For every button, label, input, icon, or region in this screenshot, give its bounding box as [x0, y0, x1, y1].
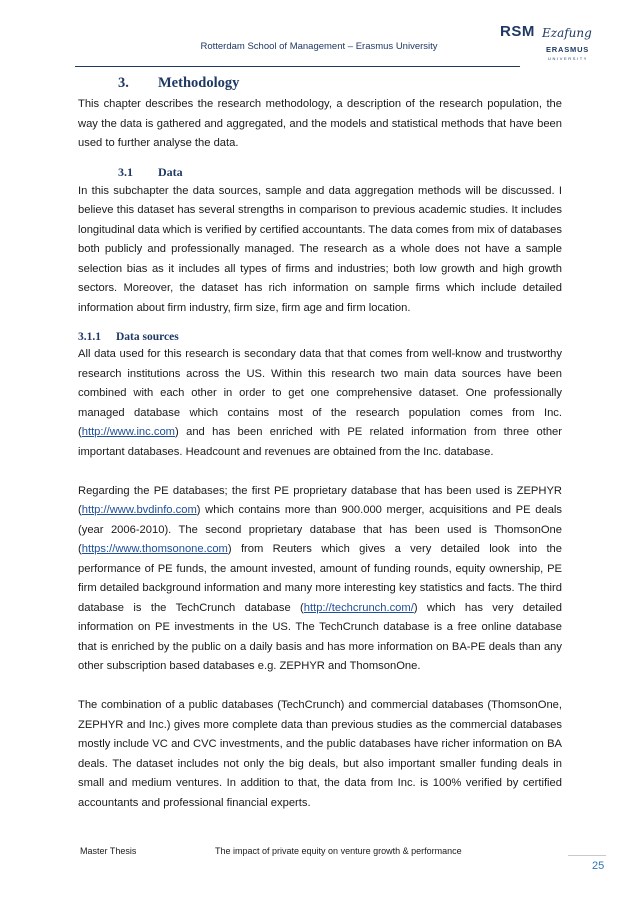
- text-run: ) and has been enriched with PE related information from three other important databases. Headcount and revenues are obtained from the Inc. database.: [78, 426, 562, 458]
- subsubsection-heading: [78, 330, 562, 345]
- section-title: Methodology: [158, 75, 240, 91]
- running-header-title: Rotterdam School of Management – Erasmus University: [200, 41, 438, 52]
- text-run: ) from Reuters which gives a very detailed look into the performance of PE funds, the amount invested, amount of funding rounds, equity ownership, PE firm detailed background information and many more interesting key statistics and facts. The third database is the TechCrunch database (: [78, 543, 562, 614]
- intro-paragraph: This chapter describes the research methodology, a description of the research population, the way the data is gathered and aggregated, and the models and statistical methods that have been used to further analyse the data.: [78, 98, 562, 149]
- text-run: All data used for this research is secondary data that that comes from well-know and trustworthy research institutions across the US. Within this research two main data sources have been combined with each other in order to get one comprehensive dataset. One professionally managed database which contains most of the research population comes from Inc. (: [78, 348, 562, 438]
- logo-university-text: UNIVERSITY: [548, 56, 589, 61]
- subsection-title: Data: [158, 164, 183, 179]
- bvdinfo-link[interactable]: http://www.bvdinfo.com: [81, 504, 197, 516]
- subsection-heading: [118, 164, 562, 180]
- page-number: 25: [592, 860, 605, 872]
- text-run: ) which has very detailed information on PE investments in the US. The TechCrunch database is a free online database that is enriched by the public on a daily basis and has more information on BA-PE deals than any other subscription based databases e.g. ZEPHYR and ThomsonOne.: [78, 601, 562, 672]
- text-run: Regarding the PE databases; the first PE proprietary database that has been used is ZEPHYR (: [78, 484, 562, 516]
- footer-thesis-title: The impact of private equity on venture growth & performance: [215, 846, 462, 856]
- section-heading: [118, 74, 562, 92]
- footer-thesis-label: Master Thesis: [80, 846, 137, 856]
- header-divider: [75, 66, 520, 67]
- data-sources-paragraph-2: [78, 482, 562, 677]
- data-paragraph: In this subchapter the data sources, sample and data aggregation methods will be discussed. I believe this dataset has several strengths in comparison to previous academic studies. It includes longitudinal data which is verified by certified accountants. The data comes from mix of databases both publicly and professionally managed. The research as a whole does not have a sample selection bias as it includes all types of firms and industries; both low growth and high growth sectors. Moreover, the dataset has rich information on sample firms which include detailed information about firm industry, firm size, firm age and firm location.: [78, 184, 562, 314]
- techcrunch-link[interactable]: http://techcrunch.com/: [303, 601, 414, 614]
- inc-link[interactable]: http://www.inc.com: [81, 426, 175, 438]
- subsubsection-number: 3.1.1: [78, 331, 101, 343]
- section-number: 3.: [118, 75, 129, 91]
- logo-erasmus-text: ERASMUS: [546, 45, 590, 54]
- page-content: [78, 74, 562, 813]
- thomsonone-link[interactable]: https://www.thomsonone.com: [81, 543, 228, 555]
- footer-divider: [568, 855, 606, 856]
- logo-rsm-text: RSM: [500, 23, 535, 40]
- subsubsection-title: Data sources: [116, 331, 179, 343]
- subsection-number: 3.1: [118, 164, 133, 179]
- rsm-erasmus-logo: [500, 23, 592, 71]
- data-sources-paragraph-1: [78, 345, 562, 462]
- data-sources-paragraph-3: The combination of a public databases (TechCrunch) and commercial databases (ThomsonOne, ZEPHYR and Inc.) gives more complete data than previous studies as the commercial databases mostly include VC and CVC investments, and the public databases have richer information on BA deals. The dataset includes not only the big deals, but also important smaller funding deals in small and medium ventures. In addition to that, the data from Inc. is 100% verified by certified accountants and professional financial experts.: [78, 699, 562, 809]
- text-run: ) which contains more than 900.000 merger, acquisitions and PE deals (year 2006-2010). The second proprietary database that has been used is ThomsonOne (: [78, 504, 562, 555]
- logo-script-text: Ezafung: [542, 26, 592, 40]
